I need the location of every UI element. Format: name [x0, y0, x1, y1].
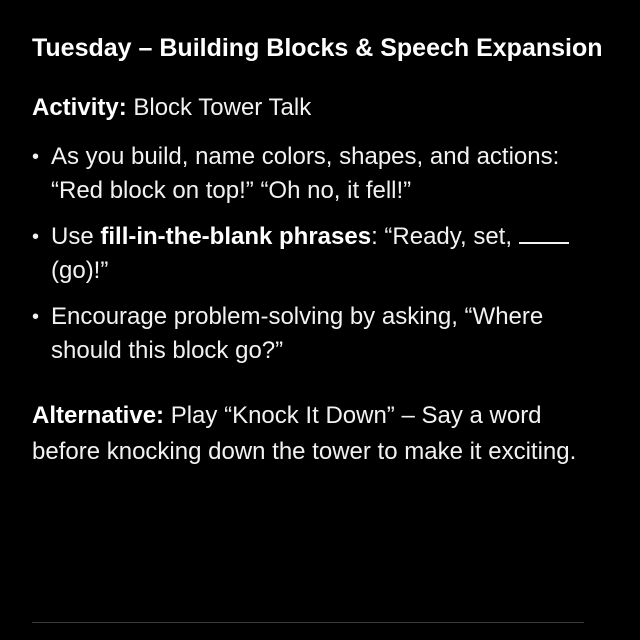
list-item-prefix: Use	[51, 223, 101, 250]
alternative-text: Play “Knock It Down” – Say a word before knocking down the tower to make it exciting.	[32, 402, 577, 465]
list-item-suffix: : “Ready, set,	[371, 223, 519, 250]
note-title: Tuesday – Building Blocks & Speech Expansion	[32, 34, 603, 62]
activity-text: Block Tower Talk	[126, 94, 312, 121]
list-item-text: As you build, name colors, shapes, and actions: “Red block on top!” “Oh no, it fell!”	[51, 143, 560, 204]
alternative-label: Alternative:	[32, 402, 165, 429]
bottom-divider	[32, 622, 584, 623]
alternative-line	[32, 398, 612, 470]
bullet-dot-icon: •	[32, 226, 40, 248]
fill-in-blank-line	[519, 220, 569, 244]
list-item-text: Encourage problem-solving by asking, “Where should this block go?”	[51, 303, 544, 364]
activity-line	[32, 90, 612, 126]
list-item-bold-phrase: fill-in-the-blank phrases	[100, 223, 372, 250]
bullet-dot-icon: •	[32, 146, 40, 168]
list-item	[32, 300, 612, 368]
list-item	[32, 220, 612, 288]
activity-label: Activity:	[32, 94, 127, 121]
activity-steps-list	[32, 140, 612, 368]
bullet-dot-icon: •	[32, 306, 40, 328]
note-content	[32, 30, 612, 470]
list-item	[32, 140, 612, 208]
list-item-blank-suffix: (go)!”	[51, 257, 109, 284]
